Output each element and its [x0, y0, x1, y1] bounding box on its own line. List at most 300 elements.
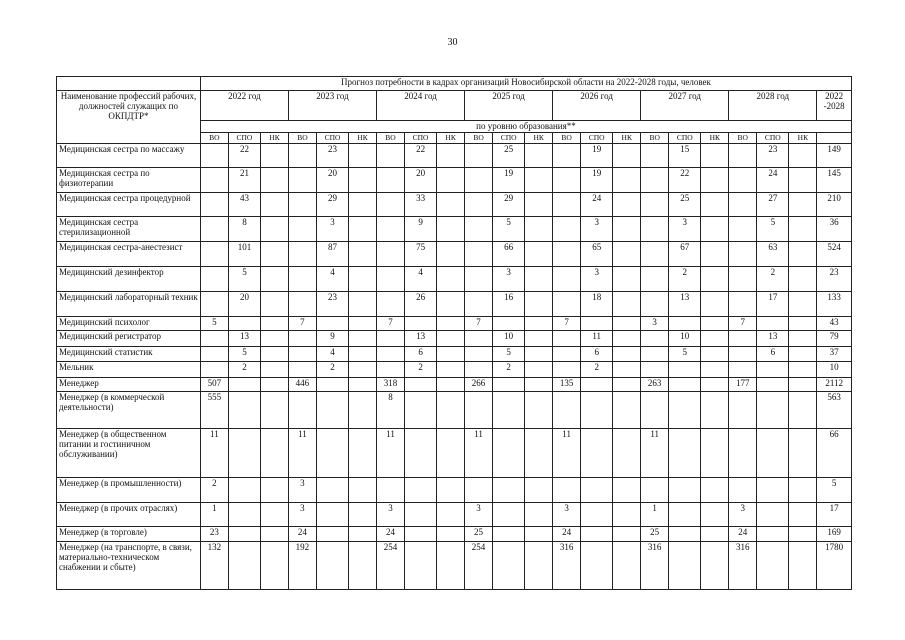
value-cell — [349, 378, 377, 392]
value-cell — [729, 478, 757, 503]
value-cell: 3 — [581, 267, 613, 292]
table-row — [57, 378, 852, 392]
value-cell — [261, 217, 289, 242]
value-cell — [757, 378, 789, 392]
value-cell — [757, 542, 789, 590]
value-cell — [581, 317, 613, 331]
value-cell — [200, 292, 228, 317]
value-cell — [465, 292, 493, 317]
value-cell — [261, 193, 289, 217]
value-cell — [288, 331, 316, 347]
value-cell — [789, 478, 817, 503]
year-header: 2024 год — [377, 91, 465, 121]
value-cell — [404, 542, 436, 590]
value-cell — [701, 392, 729, 429]
year-header: 2027 год — [641, 91, 729, 121]
value-cell — [525, 217, 553, 242]
value-cell — [437, 292, 465, 317]
value-cell — [789, 392, 817, 429]
value-cell — [493, 392, 525, 429]
value-cell — [465, 347, 493, 362]
value-cell: 9 — [316, 331, 348, 347]
profession-name: Медицинский дезинфектор — [57, 267, 201, 292]
value-cell — [669, 527, 701, 542]
value-cell — [228, 317, 260, 331]
value-cell — [228, 478, 260, 503]
value-cell — [288, 347, 316, 362]
value-cell — [261, 378, 289, 392]
value-cell — [789, 542, 817, 590]
value-cell — [493, 527, 525, 542]
value-cell: 2 — [493, 362, 525, 378]
value-cell: 15 — [669, 144, 701, 168]
value-cell — [493, 503, 525, 527]
profession-name: Менеджер (в общественном питании и гостиничном обслуживании) — [57, 429, 201, 478]
value-cell — [437, 242, 465, 267]
value-cell: 5 — [493, 217, 525, 242]
value-cell — [701, 527, 729, 542]
value-cell — [701, 144, 729, 168]
profession-name: Менеджер (в торговле) — [57, 527, 201, 542]
value-cell — [613, 429, 641, 478]
value-cell — [437, 478, 465, 503]
value-cell: 2 — [581, 362, 613, 378]
value-cell — [465, 242, 493, 267]
value-cell: 13 — [669, 292, 701, 317]
value-cell — [641, 347, 669, 362]
value-cell — [729, 144, 757, 168]
year-header: 2028 год — [729, 91, 817, 121]
value-cell — [553, 362, 581, 378]
value-cell — [465, 362, 493, 378]
value-cell: 6 — [757, 347, 789, 362]
table-row — [57, 362, 852, 378]
value-cell — [261, 317, 289, 331]
value-cell — [377, 168, 405, 193]
value-cell — [701, 542, 729, 590]
value-cell — [641, 292, 669, 317]
value-cell: 2 — [757, 267, 789, 292]
table-row — [57, 392, 852, 429]
value-cell — [493, 378, 525, 392]
total-cell: 133 — [817, 292, 852, 317]
value-cell: 6 — [581, 347, 613, 362]
value-cell — [757, 527, 789, 542]
total-column-header: 2022 -2028 — [817, 91, 852, 121]
value-cell: 24 — [377, 527, 405, 542]
value-cell — [349, 503, 377, 527]
value-cell: 63 — [757, 242, 789, 267]
value-cell — [437, 267, 465, 292]
value-cell — [789, 242, 817, 267]
value-cell — [789, 527, 817, 542]
value-cell — [701, 331, 729, 347]
profession-name: Медицинская сестра по физиотерапии — [57, 168, 201, 193]
value-cell — [553, 347, 581, 362]
value-cell — [669, 392, 701, 429]
value-cell: 3 — [581, 217, 613, 242]
value-cell — [789, 168, 817, 193]
value-cell — [437, 331, 465, 347]
level-nk: НК — [349, 133, 377, 144]
value-cell: 2 — [404, 362, 436, 378]
value-cell — [581, 527, 613, 542]
value-cell: 7 — [377, 317, 405, 331]
value-cell — [404, 429, 436, 478]
value-cell: 266 — [465, 378, 493, 392]
value-cell: 3 — [288, 478, 316, 503]
value-cell — [437, 542, 465, 590]
value-cell — [553, 217, 581, 242]
value-cell — [377, 331, 405, 347]
value-cell: 22 — [404, 144, 436, 168]
value-cell — [437, 527, 465, 542]
value-cell: 132 — [200, 542, 228, 590]
value-cell — [553, 193, 581, 217]
level-nk: НК — [261, 133, 289, 144]
value-cell: 25 — [669, 193, 701, 217]
value-cell — [228, 527, 260, 542]
profession-name: Медицинская сестра процедурной — [57, 193, 201, 217]
value-cell — [613, 168, 641, 193]
value-cell: 7 — [553, 317, 581, 331]
value-cell — [437, 362, 465, 378]
value-cell — [701, 168, 729, 193]
value-cell: 8 — [228, 217, 260, 242]
value-cell — [349, 292, 377, 317]
value-cell — [261, 267, 289, 292]
year-header: 2022 год — [200, 91, 288, 121]
value-cell — [701, 317, 729, 331]
value-cell — [757, 503, 789, 527]
value-cell: 16 — [493, 292, 525, 317]
value-cell: 8 — [377, 392, 405, 429]
value-cell: 254 — [377, 542, 405, 590]
level-vo: ВО — [729, 133, 757, 144]
value-cell: 4 — [316, 347, 348, 362]
value-cell — [789, 331, 817, 347]
value-cell: 7 — [288, 317, 316, 331]
value-cell — [669, 317, 701, 331]
profession-name: Медицинский психолог — [57, 317, 201, 331]
value-cell — [261, 478, 289, 503]
value-cell — [525, 503, 553, 527]
value-cell — [288, 144, 316, 168]
value-cell: 3 — [669, 217, 701, 242]
value-cell — [641, 193, 669, 217]
value-cell — [701, 378, 729, 392]
total-cell: 17 — [817, 503, 852, 527]
value-cell — [789, 267, 817, 292]
page-number: 30 — [447, 37, 458, 48]
table-row — [57, 478, 852, 503]
value-cell — [757, 392, 789, 429]
level-nk: НК — [613, 133, 641, 144]
value-cell — [288, 193, 316, 217]
value-cell — [465, 217, 493, 242]
value-cell: 19 — [581, 144, 613, 168]
value-cell — [525, 429, 553, 478]
value-cell: 24 — [729, 527, 757, 542]
value-cell: 2 — [200, 478, 228, 503]
value-cell: 22 — [669, 168, 701, 193]
value-cell — [316, 392, 348, 429]
total-cell: 79 — [817, 331, 852, 347]
value-cell — [729, 168, 757, 193]
table-row — [57, 144, 852, 168]
value-cell — [553, 292, 581, 317]
value-cell: 13 — [757, 331, 789, 347]
value-cell — [437, 144, 465, 168]
value-cell: 5 — [228, 267, 260, 292]
value-cell — [228, 429, 260, 478]
value-cell — [729, 331, 757, 347]
value-cell: 26 — [404, 292, 436, 317]
value-cell: 316 — [641, 542, 669, 590]
total-cell: 36 — [817, 217, 852, 242]
total-cell: 563 — [817, 392, 852, 429]
value-cell — [377, 347, 405, 362]
value-cell: 20 — [228, 292, 260, 317]
profession-name: Медицинский статистик — [57, 347, 201, 362]
value-cell — [789, 347, 817, 362]
value-cell: 23 — [757, 144, 789, 168]
value-cell — [525, 478, 553, 503]
value-cell — [377, 144, 405, 168]
value-cell: 22 — [228, 144, 260, 168]
value-cell — [261, 429, 289, 478]
value-cell — [316, 429, 348, 478]
total-cell: 10 — [817, 362, 852, 378]
value-cell: 4 — [404, 267, 436, 292]
value-cell — [288, 267, 316, 292]
value-cell — [701, 362, 729, 378]
value-cell — [701, 292, 729, 317]
value-cell — [228, 378, 260, 392]
profession-name: Медицинская сестра-анестезист — [57, 242, 201, 267]
level-spo: СПО — [316, 133, 348, 144]
value-cell — [581, 392, 613, 429]
value-cell — [261, 503, 289, 527]
value-cell — [701, 503, 729, 527]
value-cell — [200, 362, 228, 378]
total-cell: 524 — [817, 242, 852, 267]
value-cell — [377, 292, 405, 317]
table-row — [57, 193, 852, 217]
value-cell: 24 — [581, 193, 613, 217]
value-cell: 21 — [228, 168, 260, 193]
value-cell: 17 — [757, 292, 789, 317]
value-cell — [729, 242, 757, 267]
value-cell — [465, 193, 493, 217]
value-cell — [349, 144, 377, 168]
level-vo: ВО — [553, 133, 581, 144]
value-cell: 43 — [228, 193, 260, 217]
value-cell — [789, 362, 817, 378]
value-cell — [465, 478, 493, 503]
value-cell — [200, 168, 228, 193]
value-cell: 555 — [200, 392, 228, 429]
value-cell — [316, 378, 348, 392]
value-cell — [404, 392, 436, 429]
profession-name: Мельник — [57, 362, 201, 378]
value-cell — [349, 347, 377, 362]
value-cell — [581, 542, 613, 590]
value-cell: 5 — [200, 317, 228, 331]
value-cell: 18 — [581, 292, 613, 317]
value-cell — [349, 527, 377, 542]
value-cell — [757, 429, 789, 478]
value-cell: 3 — [493, 267, 525, 292]
value-cell — [701, 267, 729, 292]
value-cell — [525, 292, 553, 317]
profession-name: Менеджер — [57, 378, 201, 392]
year-header: 2023 год — [288, 91, 376, 121]
value-cell — [553, 144, 581, 168]
value-cell — [261, 292, 289, 317]
value-cell — [553, 478, 581, 503]
profession-name: Медицинский лабораторный техник — [57, 292, 201, 317]
value-cell: 75 — [404, 242, 436, 267]
value-cell — [729, 292, 757, 317]
corner-cell — [57, 77, 201, 91]
value-cell — [228, 503, 260, 527]
value-cell: 2 — [669, 267, 701, 292]
value-cell — [641, 478, 669, 503]
value-cell — [349, 193, 377, 217]
value-cell — [641, 392, 669, 429]
value-cell — [613, 527, 641, 542]
value-cell: 1 — [641, 503, 669, 527]
value-cell — [581, 478, 613, 503]
value-cell — [200, 144, 228, 168]
table-row — [57, 217, 852, 242]
value-cell — [613, 542, 641, 590]
value-cell — [288, 292, 316, 317]
value-cell: 446 — [288, 378, 316, 392]
value-cell: 316 — [729, 542, 757, 590]
value-cell: 11 — [581, 331, 613, 347]
value-cell — [200, 267, 228, 292]
level-blank — [817, 133, 852, 144]
value-cell — [493, 317, 525, 331]
value-cell — [228, 542, 260, 590]
value-cell: 1 — [200, 503, 228, 527]
value-cell — [349, 168, 377, 193]
value-cell: 2 — [228, 362, 260, 378]
value-cell — [729, 362, 757, 378]
value-cell — [349, 331, 377, 347]
value-cell: 66 — [493, 242, 525, 267]
value-cell — [349, 429, 377, 478]
value-cell — [404, 478, 436, 503]
value-cell: 19 — [493, 168, 525, 193]
value-cell — [553, 392, 581, 429]
value-cell: 11 — [288, 429, 316, 478]
table-row — [57, 429, 852, 478]
value-cell — [465, 392, 493, 429]
forecast-table — [56, 76, 852, 590]
value-cell — [669, 362, 701, 378]
table-row — [57, 331, 852, 347]
value-cell — [525, 362, 553, 378]
value-cell — [288, 392, 316, 429]
value-cell: 10 — [493, 331, 525, 347]
value-cell — [349, 362, 377, 378]
value-cell: 3 — [553, 503, 581, 527]
value-cell — [465, 144, 493, 168]
level-spo: СПО — [228, 133, 260, 144]
value-cell: 5 — [493, 347, 525, 362]
value-cell: 23 — [316, 144, 348, 168]
value-cell — [437, 217, 465, 242]
value-cell: 24 — [288, 527, 316, 542]
value-cell — [261, 542, 289, 590]
value-cell — [729, 267, 757, 292]
value-cell: 11 — [553, 429, 581, 478]
value-cell — [288, 242, 316, 267]
level-vo: ВО — [200, 133, 228, 144]
value-cell — [729, 193, 757, 217]
table-body — [57, 144, 852, 590]
level-spo: СПО — [404, 133, 436, 144]
value-cell: 2 — [316, 362, 348, 378]
value-cell — [316, 317, 348, 331]
year-header: 2025 год — [465, 91, 553, 121]
value-cell — [465, 267, 493, 292]
value-cell: 23 — [200, 527, 228, 542]
value-cell: 67 — [669, 242, 701, 267]
value-cell: 5 — [757, 217, 789, 242]
value-cell — [316, 542, 348, 590]
value-cell — [525, 378, 553, 392]
profession-name: Медицинская сестра стерилизационной — [57, 217, 201, 242]
value-cell — [525, 527, 553, 542]
name-column-header: Наименование профессий рабочих, должностей служащих по ОКПДТР* — [57, 91, 201, 144]
value-cell — [437, 347, 465, 362]
value-cell — [228, 392, 260, 429]
value-cell — [349, 317, 377, 331]
table-row — [57, 267, 852, 292]
total-cell: 37 — [817, 347, 852, 362]
value-cell — [701, 429, 729, 478]
level-nk: НК — [525, 133, 553, 144]
value-cell — [437, 168, 465, 193]
value-cell: 3 — [641, 317, 669, 331]
value-cell — [613, 331, 641, 347]
value-cell: 101 — [228, 242, 260, 267]
value-cell: 24 — [757, 168, 789, 193]
value-cell — [316, 478, 348, 503]
total-cell: 2112 — [817, 378, 852, 392]
value-cell: 135 — [553, 378, 581, 392]
value-cell — [613, 392, 641, 429]
value-cell — [757, 362, 789, 378]
value-cell — [404, 527, 436, 542]
value-cell — [641, 362, 669, 378]
value-cell: 27 — [757, 193, 789, 217]
value-cell — [493, 542, 525, 590]
value-cell: 6 — [404, 347, 436, 362]
value-cell — [525, 242, 553, 267]
value-cell — [701, 193, 729, 217]
level-vo: ВО — [465, 133, 493, 144]
table-row — [57, 347, 852, 362]
value-cell — [701, 217, 729, 242]
value-cell: 24 — [553, 527, 581, 542]
value-cell — [789, 317, 817, 331]
value-cell: 192 — [288, 542, 316, 590]
